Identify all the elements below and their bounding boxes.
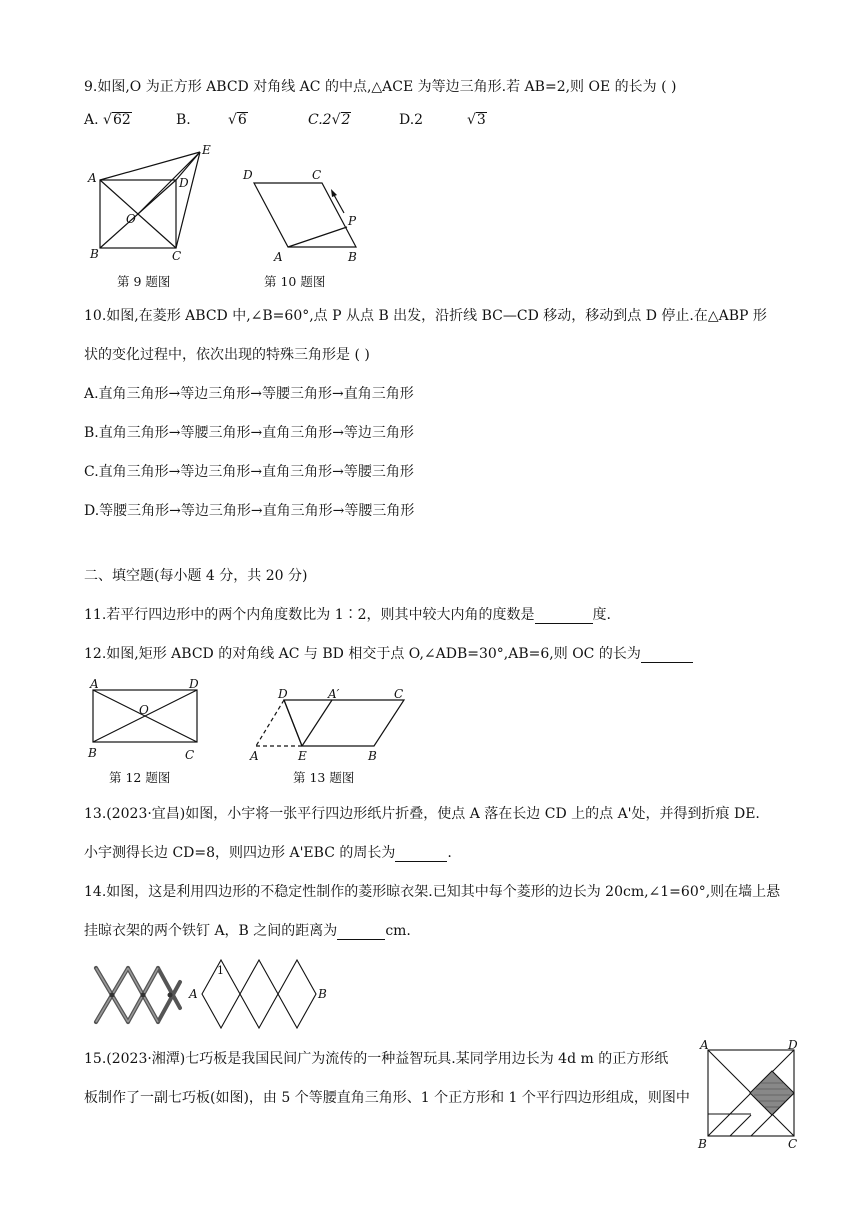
q9-option-d: D.2 bbox=[399, 112, 424, 128]
rhombus-2 bbox=[240, 960, 278, 1028]
q13-answer-blank[interactable] bbox=[395, 845, 447, 862]
point-a: A bbox=[274, 250, 283, 264]
q11-answer-blank[interactable] bbox=[535, 607, 593, 624]
point-d: D bbox=[243, 168, 253, 182]
rhombus-abcd bbox=[254, 183, 356, 247]
point-a-prime: A′ bbox=[328, 687, 340, 701]
figure-12 bbox=[82, 678, 212, 764]
q9-stem: 9.如图,O 为正方形 ABCD 对角线 AC 的中点,△ACE 为等边三角形.若 AB=2,则 OE 的长为 ( ) bbox=[84, 79, 677, 95]
q15-line1: 15.(2023·湘潭)七巧板是我国民间广为流传的一种益智玩具.某同学用边长为 4d m 的正方形纸 bbox=[84, 1051, 669, 1067]
point-b: B bbox=[88, 746, 97, 760]
arrow-line bbox=[334, 195, 344, 213]
q14-line2: 挂晾衣架的两个铁钉 A，B 之间的距离为 cm. bbox=[84, 923, 411, 939]
arrow-head-icon bbox=[331, 189, 337, 197]
point-a: A bbox=[700, 1038, 709, 1052]
fig13-caption: 第 13 题图 bbox=[293, 770, 355, 785]
point-a: A bbox=[90, 677, 99, 691]
point-c: C bbox=[788, 1137, 798, 1151]
q13-line2: 小宇测得长边 CD=8，则四边形 A'EBC 的周长为 . bbox=[84, 845, 452, 861]
q9-option-a-radicand: 62 bbox=[112, 112, 131, 128]
q10-stem-line2: 状的变化过程中，依次出现的特殊三角形是 ( ) bbox=[84, 347, 370, 363]
q9-option-b: B. bbox=[176, 112, 191, 128]
figure-10 bbox=[240, 165, 370, 265]
point-d: D bbox=[278, 687, 288, 701]
point-d: D bbox=[788, 1038, 798, 1052]
point-e: E bbox=[298, 749, 307, 763]
q12-answer-blank[interactable] bbox=[641, 646, 693, 663]
section-2-title: 二、填空题(每小题 4 分，共 20 分) bbox=[84, 568, 308, 584]
q10-stem-line1: 10.如图,在菱形 ABCD 中,∠B=60°,点 P 从点 B 出发，沿折线 BC—CD 移动，移动到点 D 停止.在△ABP 形 bbox=[84, 308, 767, 324]
q12-text: 12.如图,矩形 ABCD 的对角线 AC 与 BD 相交于点 O,∠ADB=30°,AB=6,则 OC 的长为 bbox=[84, 643, 693, 663]
q9-option-a: A. √62 bbox=[84, 112, 131, 128]
fig12-caption: 第 12 题图 bbox=[109, 770, 171, 785]
fig10-caption: 第 10 题图 bbox=[264, 274, 326, 289]
point-o: O bbox=[139, 703, 149, 717]
figure-9 bbox=[80, 140, 220, 263]
point-b: B bbox=[318, 987, 327, 1001]
point-p: P bbox=[348, 214, 357, 228]
point-c: C bbox=[394, 687, 404, 701]
q13-line1: 13.(2023·宜昌)如图，小宇将一张平行四边形纸片折叠，使点 A 落在长边 CD 上的点 A'处，并得到折痕 DE. bbox=[84, 806, 760, 822]
point-b: B bbox=[348, 250, 357, 264]
drying-rack-photo bbox=[88, 960, 188, 1030]
segment-ap bbox=[288, 227, 347, 247]
point-a: A bbox=[250, 749, 259, 763]
parallelogram-edge-2 bbox=[730, 1115, 751, 1136]
q10-option-c: C.直角三角形→等边三角形→直角三角形→等腰三角形 bbox=[84, 464, 414, 480]
q10-option-a: A.直角三角形→等边三角形→等腰三角形→直角三角形 bbox=[84, 386, 414, 402]
shaded-square bbox=[750, 1071, 794, 1115]
q15-line2: 板制作了一副七巧板(如图)，由 5 个等腰直角三角形、1 个正方形和 1 个平行四边形组成，则图中 bbox=[84, 1090, 690, 1106]
fig9-caption: 第 9 题图 bbox=[117, 274, 171, 289]
q11-text: 11.若平行四边形中的两个内角度数比为 1∶2，则其中较大内角的度数是 度. bbox=[84, 607, 611, 623]
point-d: D bbox=[179, 176, 189, 190]
point-d: D bbox=[189, 677, 199, 691]
figure-14 bbox=[186, 952, 332, 1036]
point-c: C bbox=[312, 168, 322, 182]
figure-13 bbox=[244, 687, 414, 763]
segment-ea-prime bbox=[302, 700, 332, 746]
q10-option-d: D.等腰三角形→等边三角形→直角三角形→等腰三角形 bbox=[84, 503, 415, 519]
point-e: E bbox=[202, 143, 211, 157]
q9-option-c: C.2√2 bbox=[308, 112, 351, 128]
point-c: C bbox=[172, 249, 182, 263]
q10-option-b: B.直角三角形→等腰三角形→直角三角形→等边三角形 bbox=[84, 425, 414, 441]
figure-15-tangram bbox=[696, 1040, 816, 1152]
q9-option-b-value: √6 bbox=[228, 112, 247, 128]
point-b: B bbox=[698, 1137, 707, 1151]
point-a: A bbox=[88, 171, 97, 185]
point-b: B bbox=[90, 247, 99, 261]
crease-de bbox=[284, 700, 302, 746]
rhombus-3 bbox=[278, 960, 316, 1028]
q14-answer-blank[interactable] bbox=[337, 923, 385, 940]
q14-line1: 14.如图，这是利用四边形的不稳定性制作的菱形晾衣架.已知其中每个菱形的边长为 20cm,∠1=60°,则在墙上悬 bbox=[84, 884, 781, 900]
point-o: O bbox=[126, 212, 136, 226]
point-c: C bbox=[185, 748, 195, 762]
angle-1-label: 1 bbox=[217, 964, 224, 977]
point-b: B bbox=[368, 749, 377, 763]
quad-dcbe bbox=[284, 700, 404, 746]
point-a: A bbox=[189, 987, 198, 1001]
q9-option-d-value: √3 bbox=[467, 112, 486, 128]
dashed-da bbox=[256, 700, 284, 746]
